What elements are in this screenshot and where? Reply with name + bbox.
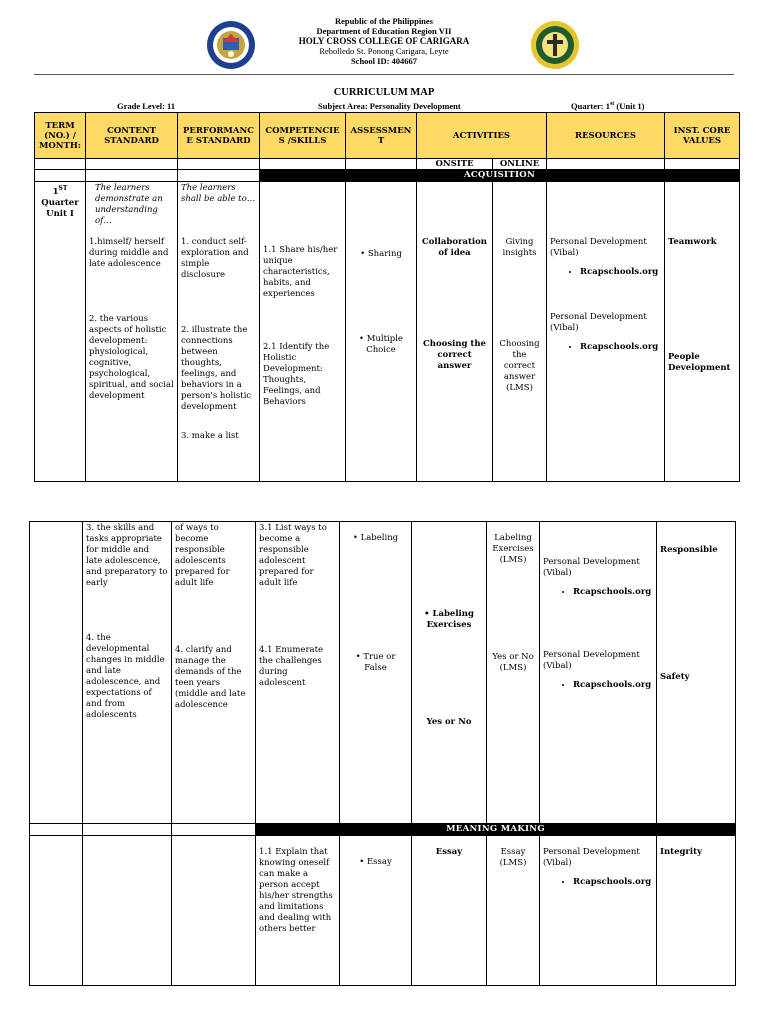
col-header-assessment: ASSESSMENT: [346, 113, 417, 159]
header-deped: Department of Education Region VII: [316, 26, 452, 36]
band-acquisition: ACQUISITION: [260, 170, 740, 182]
assessment-item: • Essay: [359, 857, 392, 867]
online-item: Giving insights: [502, 237, 537, 258]
competency-item: 3.1 List ways to become a responsible adolescent prepared for adult life: [259, 523, 327, 588]
resource-link: • Rcapschools.org: [573, 680, 653, 691]
competency-cell: [256, 836, 340, 986]
online-activity-cell: [487, 522, 540, 824]
onsite-activity-cell: [417, 182, 493, 482]
term-cell: 1ST Quarter Unit I: [35, 182, 86, 482]
content-item: 3. the skills and tasks appropriate for middle and late adolescence, and preparatory to early: [86, 523, 168, 588]
core-values-cell: [657, 836, 736, 986]
content-standard-cell: The learners demonstrate an understanding of… 1.himself/ herself during middle and late adolescence 2. the various aspects of holistic development: physiological, cognitive, psychological, spiritual, and social development: [86, 182, 178, 482]
header-school-id: School ID: 404667: [350, 56, 418, 66]
competency-cell: [256, 522, 340, 824]
content-item: 1.himself/ herself during middle and late adolescence: [89, 237, 169, 269]
core-values-cell: [665, 182, 740, 482]
assessment-item: • Multiple Choice: [359, 334, 403, 355]
core-values-cell: [657, 522, 736, 824]
online-item: Choosing the correct answer (LMS): [499, 339, 540, 393]
resource-link: • Rcapschools.org: [573, 587, 653, 598]
performance-standard-cell: [172, 522, 256, 824]
assessment-cell: [340, 836, 412, 986]
resource-link: • Rcapschools.org: [573, 877, 653, 888]
assessment-item: • True or False: [355, 652, 396, 673]
subject-area: Subject Area: Personality Development: [318, 101, 461, 111]
header-school-name: HOLY CROSS COLLEGE OF CARIGARA: [298, 36, 470, 46]
performance-item: 3. make a list: [181, 431, 239, 441]
core-value: People Development: [668, 352, 731, 373]
onsite-activity-cell: [412, 836, 487, 986]
assessment-cell: [346, 182, 417, 482]
competency-item: 2.1 Identify the Holistic Development: Thoughts, Feelings, and Behaviors: [263, 342, 330, 407]
competency-item: 1.1 Share his/her unique characteristics, habits, and experiences: [263, 245, 338, 299]
performance-item: 1. conduct self-exploration and simple disclosure: [181, 237, 249, 280]
online-item: Essay (LMS): [499, 847, 527, 868]
online-activity-cell: [493, 182, 547, 482]
document-header: [0, 16, 768, 66]
core-value: Teamwork: [668, 237, 717, 247]
assessment-item: • Labeling: [352, 533, 399, 543]
core-value: Safety: [660, 672, 690, 682]
onsite-item: Yes or No: [426, 717, 472, 727]
performance-item: of ways to become responsible adolescents prepared for adult life: [175, 523, 230, 588]
curriculum-table-page-1: [34, 112, 740, 482]
header-address: Rebolledo St. Ponong Carigara, Leyte: [319, 46, 449, 56]
curriculum-table-page-2: [29, 521, 736, 986]
col-header-competencies: COMPETENCIES /SKILLS: [260, 113, 346, 159]
onsite-item: Essay: [435, 847, 463, 857]
resource-link: • Rcapschools.org: [580, 342, 661, 353]
col-header-term: TERM (NO.) / MONTH:: [35, 113, 86, 159]
competency-cell: [260, 182, 346, 482]
content-item: 2. the various aspects of holistic development: physiological, cognitive, psychological, spiritual, and social development: [89, 314, 174, 401]
content-standard-cell: [83, 522, 172, 824]
competency-item: 1.1 Explain that knowing oneself can make a person accept his/her strengths and limitations and dealing with others better: [259, 847, 333, 934]
performance-item: 2. illustrate the connections between thoughts, feelings, and behaviors in a person's holistic development: [181, 325, 252, 412]
core-value: Responsible: [660, 545, 718, 555]
onsite-activity-cell: [412, 522, 487, 824]
header-republic: Republic of the Philippines: [334, 16, 433, 26]
col-header-activities: ACTIVITIES: [417, 113, 547, 159]
page-title: CURRICULUM MAP: [333, 87, 435, 98]
grade-level: Grade Level: 11: [117, 101, 176, 111]
col-header-content: CONTENT STANDARD: [86, 113, 178, 159]
resources-cell: Personal Development (Vibal) • Rcapschools.org Personal Development (Vibal) • Rcapschools.org: [547, 182, 665, 482]
assessment-cell: [340, 522, 412, 824]
online-item: Labeling Exercises (LMS): [492, 533, 534, 565]
subheader-onsite: ONSITE: [417, 159, 493, 170]
col-header-resources: RESOURCES: [547, 113, 665, 159]
onsite-item: Choosing the correct answer: [423, 339, 486, 371]
header-divider: [34, 74, 734, 75]
quarter-label: Quarter: 1st (Unit 1): [571, 101, 645, 111]
band-meaning-making: MEANING MAKING: [256, 824, 736, 836]
performance-standard-cell: The learners shall be able to… 1. conduct self-exploration and simple disclosure 2. illustrate the connections between thoughts, feelings, and behaviors in a person's holistic development 3. make a list: [178, 182, 260, 482]
resource-link: • Rcapschools.org: [580, 267, 661, 278]
col-header-performance: PERFORMANCE STANDARD: [178, 113, 260, 159]
online-item: Yes or No (LMS): [492, 652, 534, 673]
resources-cell: Personal Development (Vibal) • Rcapschools.org: [540, 836, 657, 986]
subheader-online: ONLINE: [493, 159, 547, 170]
resources-cell: Personal Development (Vibal) • Rcapschools.org Personal Development (Vibal) • Rcapschools.org: [540, 522, 657, 824]
col-header-values: INST. CORE VALUES: [665, 113, 740, 159]
assessment-item: • Sharing: [360, 249, 402, 259]
core-value: Integrity: [660, 847, 703, 857]
content-item: 4. the developmental changes in middle and late adolescence, and expectations of and from adolescents: [86, 633, 165, 720]
online-activity-cell: [487, 836, 540, 986]
performance-item: 4. clarify and manage the demands of the teen years (middle and late adolescence: [175, 645, 246, 710]
onsite-item: Collaboration of idea: [421, 237, 487, 258]
competency-item: 4.1 Enumerate the challenges during adolescent: [259, 645, 324, 688]
onsite-item: • Labeling Exercises: [424, 609, 474, 630]
